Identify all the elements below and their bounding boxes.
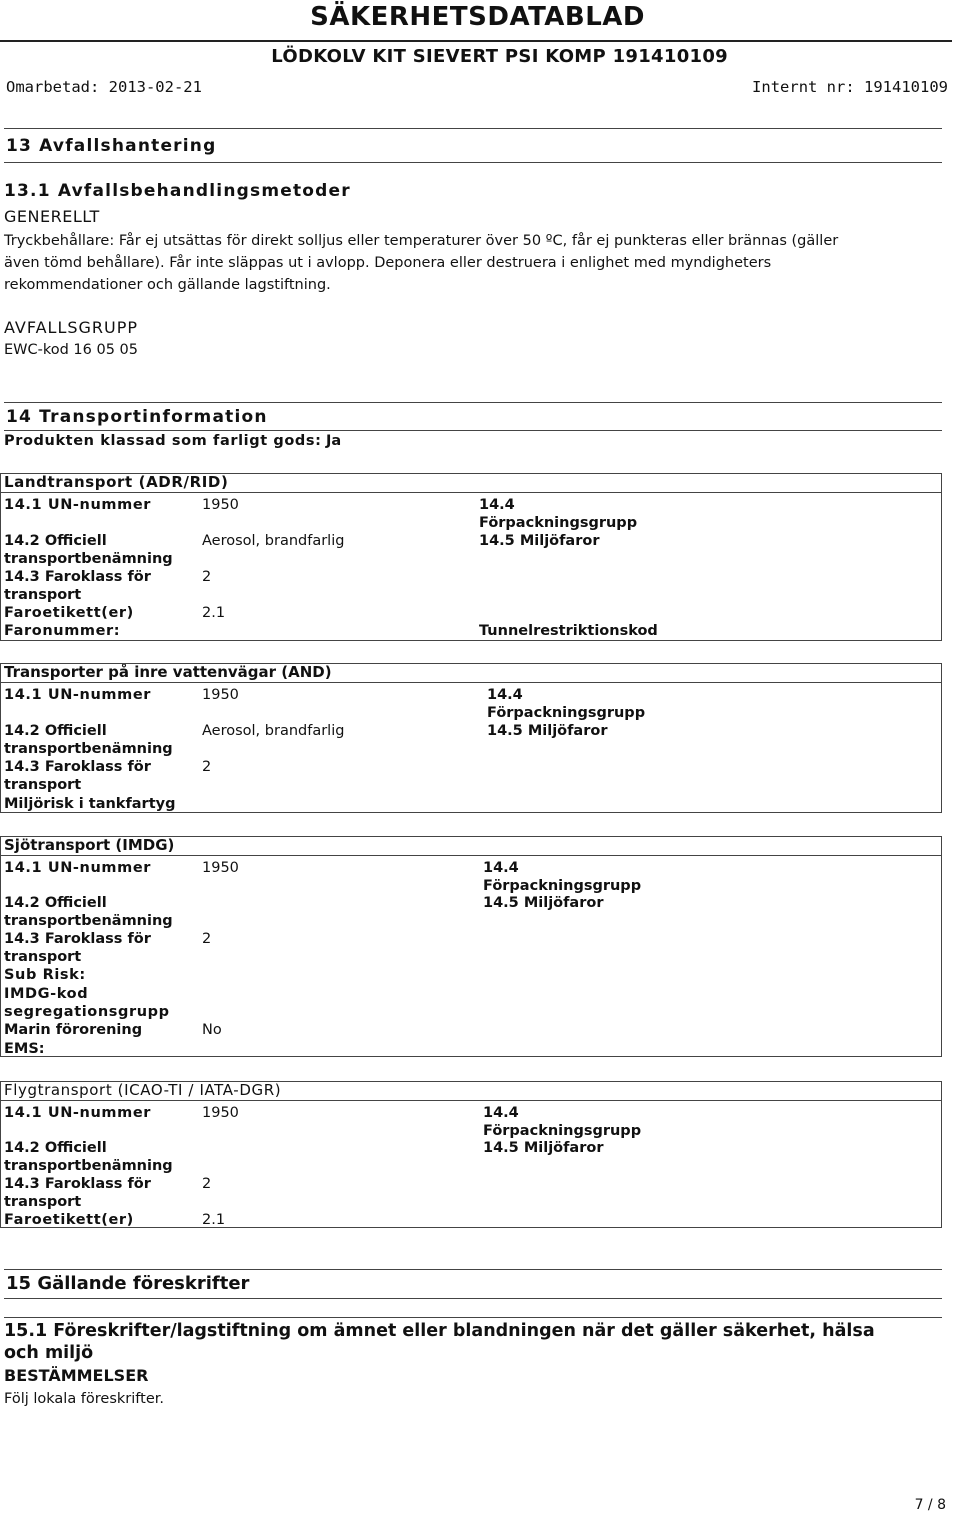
and-table [0,682,942,813]
document-title: SÄKERHETSDATABLAD [310,2,645,32]
regulations-text: Följ lokala föreskrifter. [4,1391,164,1407]
shipping-name-value: Aerosol, brandfarlig [202,533,345,549]
section-13-underline [4,162,942,163]
hazard-labels-value: 2.1 [202,1212,226,1228]
marine-pollutant-label: Marin förorening [4,1022,143,1038]
label-line: 14.3 Faroklass för [4,931,151,947]
shipping-name-value: Aerosol, brandfarlig [202,723,345,739]
iata-title: Flygtransport (ICAO-TI / IATA-DGR) [4,1081,282,1099]
hazard-class-value: 2 [202,569,212,585]
env-hazards-label: 14.5 Miljöfaror [479,533,600,549]
label-line: segregationsgrupp [4,1003,170,1020]
un-number-label: 14.1 UN-nummer [4,497,151,513]
adr-title-box [0,473,942,493]
hazard-class-label [4,931,151,966]
page-number: 7 / 8 [914,1497,946,1513]
regulations-label: BESTÄMMELSER [4,1366,149,1385]
iata-table [0,1100,942,1228]
label-line: 14.4 [487,687,523,703]
hazard-class-value: 2 [202,931,212,947]
header-rule [0,40,952,42]
label-line: 14.4 [479,497,515,513]
imdg-table [0,855,942,1057]
section-15-rule [4,1269,942,1270]
iata-title-box [0,1081,942,1101]
hazard-labels-value: 2.1 [202,605,226,621]
label-line: Förpackningsgrupp [479,514,638,531]
revision-date: Omarbetad: 2013-02-21 [6,78,202,96]
label-line: 14.2 Officiell [4,895,107,911]
dangerous-goods-value: Ja [326,433,342,449]
env-hazards-label: 14.5 Miljöfaror [483,895,604,911]
label-line: 14.2 Officiell [4,1140,107,1156]
label-line: transportbenämning [4,1157,173,1174]
internal-number: Internt nr: 191410109 [752,78,948,96]
imdg-title: Sjötransport (IMDG) [4,836,175,854]
un-number-value: 1950 [202,860,239,876]
product-name: LÖDKOLV KIT SIEVERT PSI KOMP 191410109 [271,46,728,67]
hazard-class-value: 2 [202,1176,212,1192]
label-line: 14.2 Officiell [4,723,107,739]
section-14-underline [4,430,942,431]
title-line: och miljö [4,1343,94,1363]
general-line: rekommendationer och gällande lagstiftning. [4,277,331,293]
packing-group-label [487,687,645,722]
un-number-value: 1950 [202,497,239,513]
label-line: transport [4,948,82,965]
label-line: IMDG-kod [4,986,89,1002]
label-line: transportbenämning [4,550,173,567]
section-13-1-title: 13.1 Avfallsbehandlingsmetoder [4,181,351,201]
label-line: Förpackningsgrupp [483,1122,642,1139]
label-line: 14.3 Faroklass för [4,1176,151,1192]
label-line: 14.4 [483,1105,519,1121]
tunnel-code-label: Tunnelrestriktionskod [479,623,658,639]
segregation-group-label [4,986,170,1021]
waste-group-label: AVFALLSGRUPP [4,318,139,337]
general-label: GENERELLT [4,207,100,226]
un-number-label: 14.1 UN-nummer [4,1105,151,1121]
adr-title: Landtransport (ADR/RID) [4,473,229,491]
hazard-class-label [4,1176,151,1211]
un-number-value: 1950 [202,1105,239,1121]
hazard-number-label: Faronummer: [4,623,121,639]
label-line: transport [4,1193,82,1210]
shipping-name-label [4,723,173,758]
and-title: Transporter på inre vattenvägar (AND) [4,663,332,681]
un-number-value: 1950 [202,687,239,703]
section-13-rule [4,128,942,129]
shipping-name-label [4,1140,173,1175]
hazard-class-label [4,759,151,794]
label-line: transport [4,776,82,793]
packing-group-label [483,860,641,895]
imdg-title-box [0,836,942,856]
dangerous-goods-label: Produkten klassad som farligt gods: [4,433,322,449]
section-14-rule [4,402,942,403]
packing-group-label [483,1105,641,1140]
label-line: 14.4 [483,860,519,876]
shipping-name-label [4,895,173,930]
section-15-title: 15 Gällande föreskrifter [6,1273,250,1294]
hazard-labels-label: Faroetikett(er) [4,605,134,621]
ems-label: EMS: [4,1041,45,1057]
sub-risk-label: Sub Risk: [4,967,86,983]
section-15-underline [4,1298,942,1299]
env-hazards-label: 14.5 Miljöfaror [487,723,608,739]
label-line: 14.3 Faroklass för [4,569,151,585]
label-line: Förpackningsgrupp [487,704,646,721]
section-15-1-title [4,1320,875,1364]
ewc-code: EWC-kod 16 05 05 [4,342,138,358]
and-title-box [0,663,942,683]
tanker-risk-label: Miljörisk i tankfartyg [4,796,176,812]
packing-group-label [479,497,637,532]
label-line: 14.2 Officiell [4,533,107,549]
shipping-name-label [4,533,173,568]
label-line: Förpackningsgrupp [483,877,642,894]
general-line: Tryckbehållare: Får ej utsättas för direkt solljus eller temperaturer över 50 ºC, får ej punkteras eller brännas (gäller [4,233,839,249]
hazard-class-value: 2 [202,759,212,775]
label-line: transportbenämning [4,740,173,757]
label-line: transportbenämning [4,912,173,929]
label-line: transport [4,586,82,603]
general-text [4,230,954,296]
un-number-label: 14.1 UN-nummer [4,687,151,703]
section-15-1-rule [4,1317,942,1318]
un-number-label: 14.1 UN-nummer [4,860,151,876]
adr-table [0,492,942,641]
env-hazards-label: 14.5 Miljöfaror [483,1140,604,1156]
marine-pollutant-value: No [202,1022,222,1038]
general-line: även tömd behållare). Får inte släppas ut i avlopp. Deponera eller destruera i enlighet med myndigheters [4,255,772,271]
hazard-labels-label: Faroetikett(er) [4,1212,134,1228]
title-line: 15.1 Föreskrifter/lagstiftning om ämnet eller blandningen när det gäller säkerhet, hälsa [4,1321,875,1341]
section-13-title: 13 Avfallshantering [6,136,217,156]
section-14-title: 14 Transportinformation [6,407,268,427]
label-line: 14.3 Faroklass för [4,759,151,775]
hazard-class-label [4,569,151,604]
